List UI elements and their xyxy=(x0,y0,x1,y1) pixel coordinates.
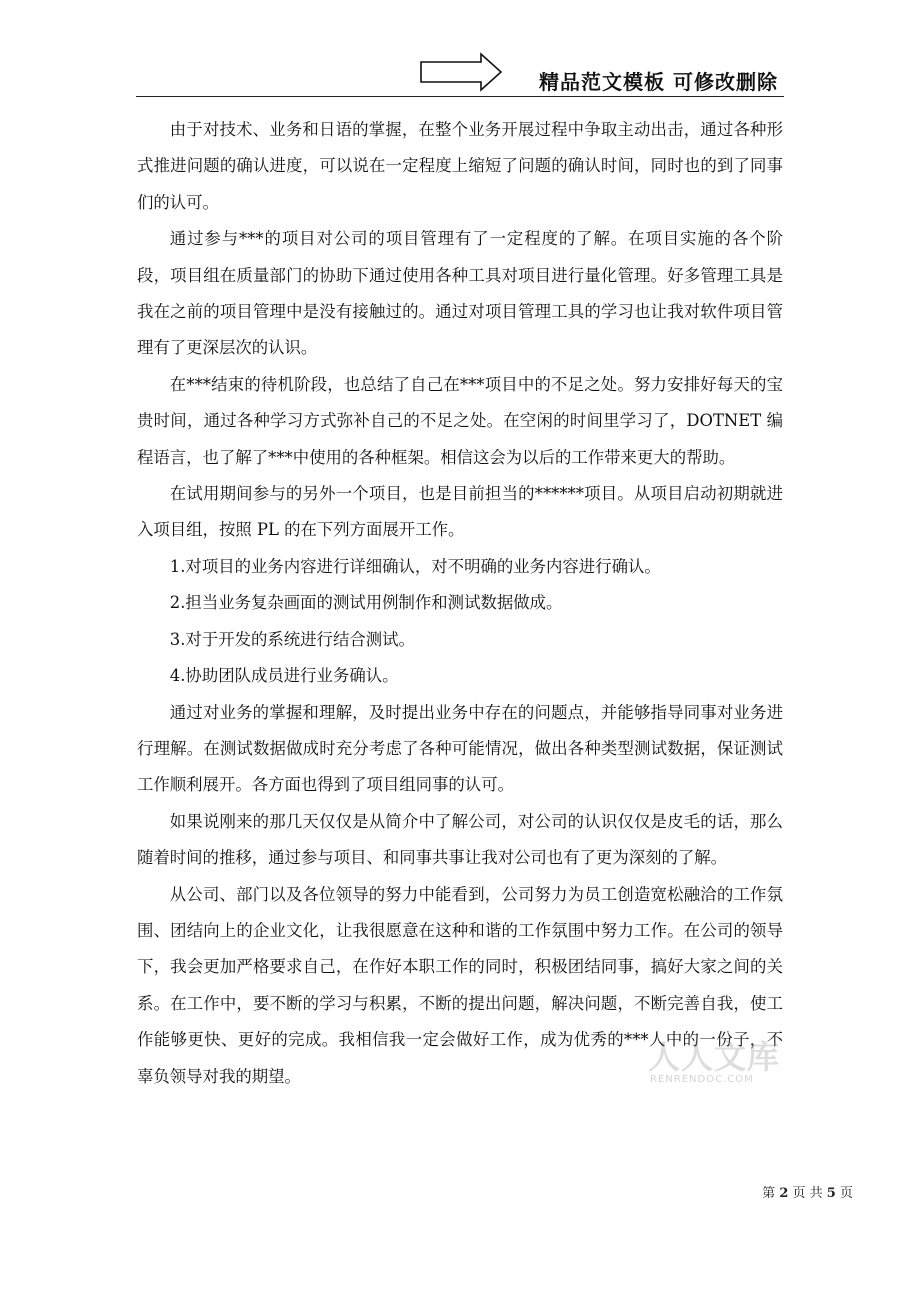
header-title: 精品范文模板 可修改删除 xyxy=(539,70,778,94)
footer-suffix: 页 xyxy=(839,1186,853,1201)
list-item: 4.协助团队成员进行业务确认。 xyxy=(169,666,399,686)
paragraph: 通过参与***的项目对公司的项目管理有了一定程度的了解。在项目实施的各个阶段，项目组在质量部门的协助下通过使用各种工具对项目进行量化管理。好多管理工具是我在之前的项目管理中是没有接触过的。通过对项目管理工具的学习也让我对软件项目管理有了更深层次的认识。 xyxy=(137,229,783,358)
total-pages-number: 5 xyxy=(826,1186,836,1201)
paragraph: 从公司、部门以及各位领导的努力中能看到，公司努力为员工创造宽松融洽的工作氛围、团结向上的企业文化，让我很愿意在这种和谐的工作氛围中努力工作。在公司的领导下，我会更加严格要求自己，在作好本职工作的同时，积极团结同事，搞好大家之间的关系。在工作中，要不断的学习与积累，不断的提出问题，解决问题，不断完善自我，使工作能够更快、更好的完成。我相信我一定会做好工作，成为优秀的***人中的一份子，不辜负领导对我的期望。 xyxy=(137,884,783,1086)
list-item: 2.担当业务复杂画面的测试用例制作和测试数据做成。 xyxy=(169,593,563,613)
paragraph: 在试用期间参与的另外一个项目，也是目前担当的******项目。从项目启动初期就进入项目组，按照 PL 的在下列方面展开工作。 xyxy=(137,484,783,540)
footer-prefix: 第 xyxy=(762,1186,776,1201)
list-item: 3.对于开发的系统进行结合测试。 xyxy=(169,629,415,649)
paragraph: 通过对业务的掌握和理解，及时提出业务中存在的问题点，并能够指导同事对业务进行理解。在测试数据做成时充分考虑了各种可能情况，做出各种类型测试数据，保证测试工作顺利展开。各方面也得到了项目组同事的认可。 xyxy=(137,702,783,795)
header-divider xyxy=(136,96,784,97)
current-page-number: 2 xyxy=(779,1186,789,1201)
page-footer xyxy=(762,1182,853,1201)
watermark-url: RENRENDOC.COM xyxy=(650,1074,754,1085)
document-body xyxy=(137,112,783,1095)
page-header xyxy=(136,52,784,97)
footer-middle: 页 共 xyxy=(792,1186,823,1201)
right-arrow-outline-icon xyxy=(419,52,503,92)
paragraph: 由于对技术、业务和日语的掌握，在整个业务开展过程中争取主动出击，通过各种形式推进问题的确认进度，可以说在一定程度上缩短了问题的确认时间，同时也的到了同事们的认可。 xyxy=(137,120,783,212)
watermark-text: 人人文库 xyxy=(648,1038,781,1076)
paragraph: 如果说刚来的那几天仅仅是从简介中了解公司，对公司的认识仅仅是皮毛的话，那么随着时间的推移，通过参与项目、和同事共事让我对公司也有了更为深刻的了解。 xyxy=(137,811,783,868)
paragraph: 在***结束的待机阶段，也总结了自己在***项目中的不足之处。努力安排好每天的宝贵时间，通过各种学习方式弥补自己的不足之处。在空闲的时间里学习了，DOTNET 编程语言，也了解了***中使用的各种框架。相信这会为以后的工作带来更大的帮助。 xyxy=(137,374,783,467)
list-item: 1.对项目的业务内容进行详细确认，对不明确的业务内容进行确认。 xyxy=(169,556,661,576)
